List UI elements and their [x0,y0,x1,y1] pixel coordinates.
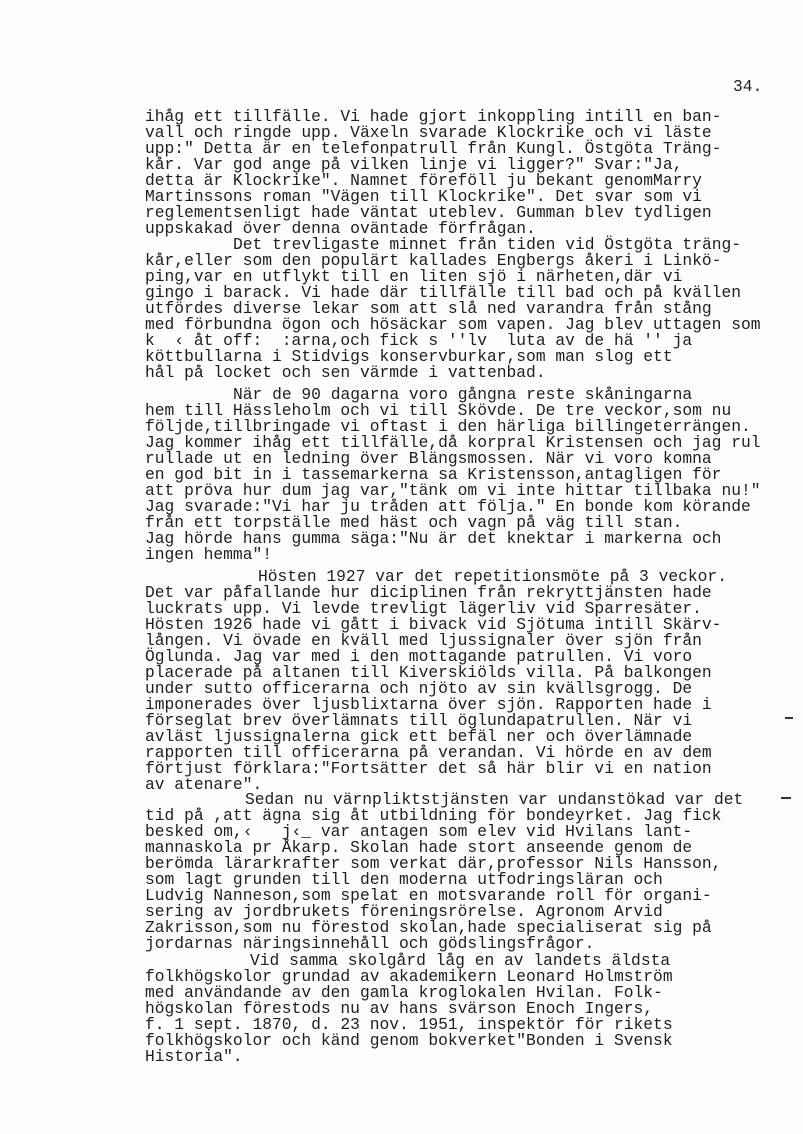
text-line: När de 90 dagarna voro gångna reste skåningarna [233,385,693,404]
paragraph [145,237,761,381]
text-line: kår,eller som den populärt kallades Engbergs åkeri i Linkö- [145,251,722,270]
text-line: rapporten till officerarna på verandan. Vi hörde en av dem [145,743,712,762]
text-line: Det trevligaste minnet från tiden vid Östgöta träng- [233,235,742,254]
text-line: ihåg ett tillfälle. Vi hade gjort inkoppling intill en ban- [145,107,722,126]
text-line: folkhögskolor och känd genom bokverket"Bonden i Svensk [145,1031,673,1050]
text-line: f. 1 sept. 1870, d. 23 nov. 1951, inspektör för rikets [145,1015,673,1034]
text-line: köttbullarna i Stidvigs konservburkar,som man slog ett [145,347,673,366]
paragraph [145,569,761,793]
text-line: Historia". [145,1047,243,1066]
text-line: förtjust förklara:"Fortsätter det så här blir vi en nation [145,759,712,778]
text-line: Ludvig Nanneson,som spelat en motsvarande roll för organi- [145,886,712,905]
text-line: k ‹ åt off: :arna,och fick s ''lv luta av de hä '' ja [145,331,693,350]
text-line: detta är Klockrike". Namnet föreföll ju bekant genomMarry [145,171,702,190]
paragraph [145,792,761,952]
text-line: Det var påfallande hur diciplinen från rekryttjänsten hade [145,583,712,602]
text-line: en god bit in i tassemarkerna sa Kristensson,antagligen för [145,465,722,484]
text-line: högskolan förestods nu av hans svärson Enoch Ingers, [145,999,654,1018]
text-line: upp:" Detta är en telefonpatrull från Kungl. Östgöta Träng- [145,139,722,158]
text-line: jordarnas näringsinnehåll och gödslingsfrågor. [145,934,595,953]
text-line: rullade ut en ledning över Blängsmossen. När vi voro komna [145,449,712,468]
text-line: Zakrisson,som nu förestod skolan,hade specialiserat sig på [145,918,712,937]
text-line: Öglunda. Jag var med i den mottagande patrullen. Vi voro [145,647,693,666]
text-line: mannaskola pr Åkarp. Skolan hade stort anseende genom de [145,838,693,857]
text-line: att pröva hur dum jag var,"tänk om vi inte hittar tillbaka nu!" [145,481,761,500]
text-line: Jag kommer ihåg ett tillfälle,då korpral Kristensen och jag rul [145,433,761,452]
text-line: imponerades över ljusblixtarna över sjön. Rapporten hade i [145,695,712,714]
text-line: Vid samma skolgård låg en av landets äldsta [250,951,671,970]
text-line: kår. Var god ange på vilken linje vi ligger?" Svar:"Ja, [145,155,683,174]
document-body [145,109,761,1065]
text-line: med användande av den gamla kroglokalen Hvilan. Folk- [145,983,663,1002]
text-line: Hösten 1927 var det repetitionsmöte på 3 veckor. [258,567,727,586]
text-line: från ett torpställe med häst och vagn på väg till stan. [145,513,683,532]
text-line: luckrats upp. Vi levde trevligt lägerliv vid Sparresäter. [145,599,702,618]
text-line: besked om,‹ j‹_ var antagen som elev vid Hvilans lant- [145,822,693,841]
text-line: hål på locket och sen värmde i vattenbad. [145,363,546,382]
text-line: Hösten 1926 hade vi gått i bivack vid Sjötuma intill Skärv- [145,615,722,634]
text-line: avläst ljussignalerna gick ett befäl ner och överlämnade [145,727,693,746]
paragraph [145,109,761,237]
text-line: gingo i barack. Vi hade där tillfälle till bad och på kvällen [145,283,741,302]
text-line: Martinssons roman "Vägen till Klockrike". Det svar som vi [145,187,702,206]
text-line: utfördes diverse lekar som att slå ned varandra från stång [145,299,712,318]
text-line: lången. Vi övade en kväll med ljussignaler över sjön från [145,631,702,650]
text-line: placerade på altanen till Kiverskiölds villa. På balkongen [145,663,712,682]
text-line: Sedan nu värnpliktstjänsten var undanstökad var det [245,790,744,809]
text-line: sering av jordbrukets föreningsrörelse. Agronom Arvid [145,902,663,921]
text-line: vall och ringde upp. Växeln svarade Klockrike och vi läste [145,123,712,142]
text-line: förseglat brev överlämnats till öglundapatrullen. När vi [145,711,693,730]
text-line: Jag svarade:"Vi har ju tråden att följa." En bonde kom körande [145,497,751,516]
text-line: följde,tillbringade vi oftast i den härliga billingeterrängen. [145,417,751,436]
text-line: tid på ,att ägna sig åt utbildning för bondeyrket. Jag fick [145,806,722,825]
text-line: av atenare". [145,775,263,794]
text-line: under sutto officerarna och njöto av sin kvällsgrogg. De [145,679,693,698]
text-line: som lagt grunden till den moderna utfodringsläran och [145,870,663,889]
text-line: ingen hemma"! [145,545,273,564]
paragraph [145,387,761,563]
text-line: med förbundna ögon och hösäckar som vapen. Jag blev uttagen som [145,315,761,334]
text-line: reglementsenligt hade väntat uteblev. Gumman blev tydligen [145,203,712,222]
text-line: Jag hörde hans gumma säga:"Nu är det knektar i markerna och [145,529,722,548]
margin-mark [785,717,793,719]
text-line: uppskakad över denna oväntade förfrågan. [145,219,536,238]
text-line: ping,var en utflykt till en liten sjö i närheten,där vi [145,267,683,286]
paragraph [145,953,761,1065]
text-line: folkhögskolor grundad av akademikern Leonard Holmström [145,967,673,986]
margin-mark [781,797,791,799]
text-line: hem till Hässleholm och vi till Skövde. De tre veckor,som nu [145,401,732,420]
page-number: 34. [733,77,763,96]
text-line: berömda lärarkrafter som verkat där,professor Nils Hansson, [145,854,722,873]
